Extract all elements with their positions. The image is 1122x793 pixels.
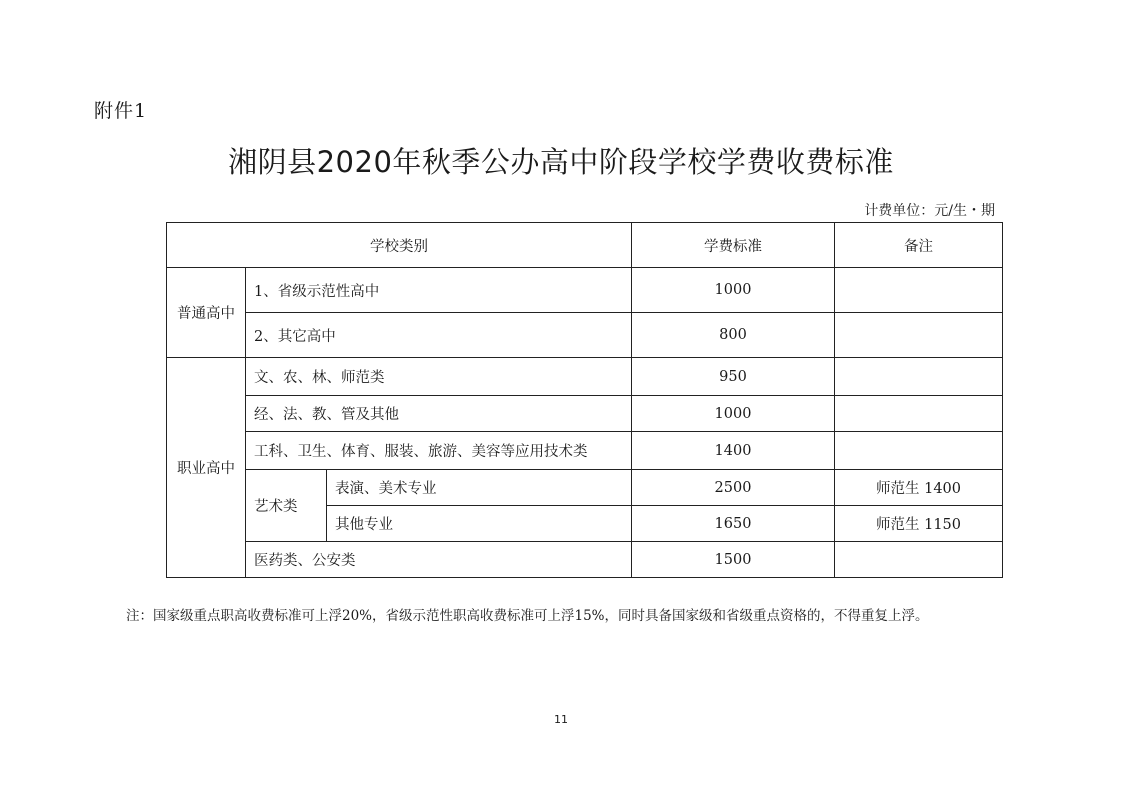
table-row xyxy=(167,432,1003,470)
row-remark xyxy=(835,542,1003,578)
footnote: 注：国家级重点职高收费标准可上浮20%，省级示范性职高收费标准可上浮15%，同时具备国家级和省级重点资格的，不得重复上浮。 xyxy=(126,608,929,624)
row-fee: 1500 xyxy=(632,542,835,578)
attachment-label: 附件1 xyxy=(94,100,148,122)
row-name: 文、农、林、师范类 xyxy=(246,358,632,396)
row-remark xyxy=(835,358,1003,396)
group-general-high-school: 普通高中 xyxy=(167,268,246,358)
row-name: 表演、美术专业 xyxy=(327,470,632,506)
row-remark xyxy=(835,432,1003,470)
table-row xyxy=(167,396,1003,432)
page-number: 11 xyxy=(554,713,568,726)
row-fee: 1400 xyxy=(632,432,835,470)
table-header-row xyxy=(167,223,1003,268)
row-fee: 1000 xyxy=(632,268,835,313)
table-row xyxy=(167,358,1003,396)
row-remark xyxy=(835,268,1003,313)
row-fee: 950 xyxy=(632,358,835,396)
table-row xyxy=(167,470,1003,506)
table-row xyxy=(167,313,1003,358)
row-name: 1、省级示范性高中 xyxy=(246,268,632,313)
fee-table xyxy=(166,222,1003,578)
row-name: 经、法、教、管及其他 xyxy=(246,396,632,432)
header-fee: 学费标准 xyxy=(632,223,835,268)
row-fee: 2500 xyxy=(632,470,835,506)
unit-note: 计费单位：元/生・期 xyxy=(864,203,995,219)
row-fee: 800 xyxy=(632,313,835,358)
row-remark xyxy=(835,396,1003,432)
row-name: 医药类、公安类 xyxy=(246,542,632,578)
row-fee: 1000 xyxy=(632,396,835,432)
header-category: 学校类别 xyxy=(167,223,632,268)
page-title: 湘阴县2020年秋季公办高中阶段学校学费收费标准 xyxy=(228,145,894,179)
row-remark: 师范生 1400 xyxy=(835,470,1003,506)
table-row xyxy=(167,542,1003,578)
subgroup-art: 艺术类 xyxy=(246,470,327,542)
header-remark: 备注 xyxy=(835,223,1003,268)
table-row xyxy=(167,268,1003,313)
row-remark xyxy=(835,313,1003,358)
row-name: 工科、卫生、体育、服装、旅游、美容等应用技术类 xyxy=(246,432,632,470)
group-vocational-high-school: 职业高中 xyxy=(167,358,246,578)
row-name: 2、其它高中 xyxy=(246,313,632,358)
row-remark: 师范生 1150 xyxy=(835,506,1003,542)
row-name: 其他专业 xyxy=(327,506,632,542)
row-fee: 1650 xyxy=(632,506,835,542)
